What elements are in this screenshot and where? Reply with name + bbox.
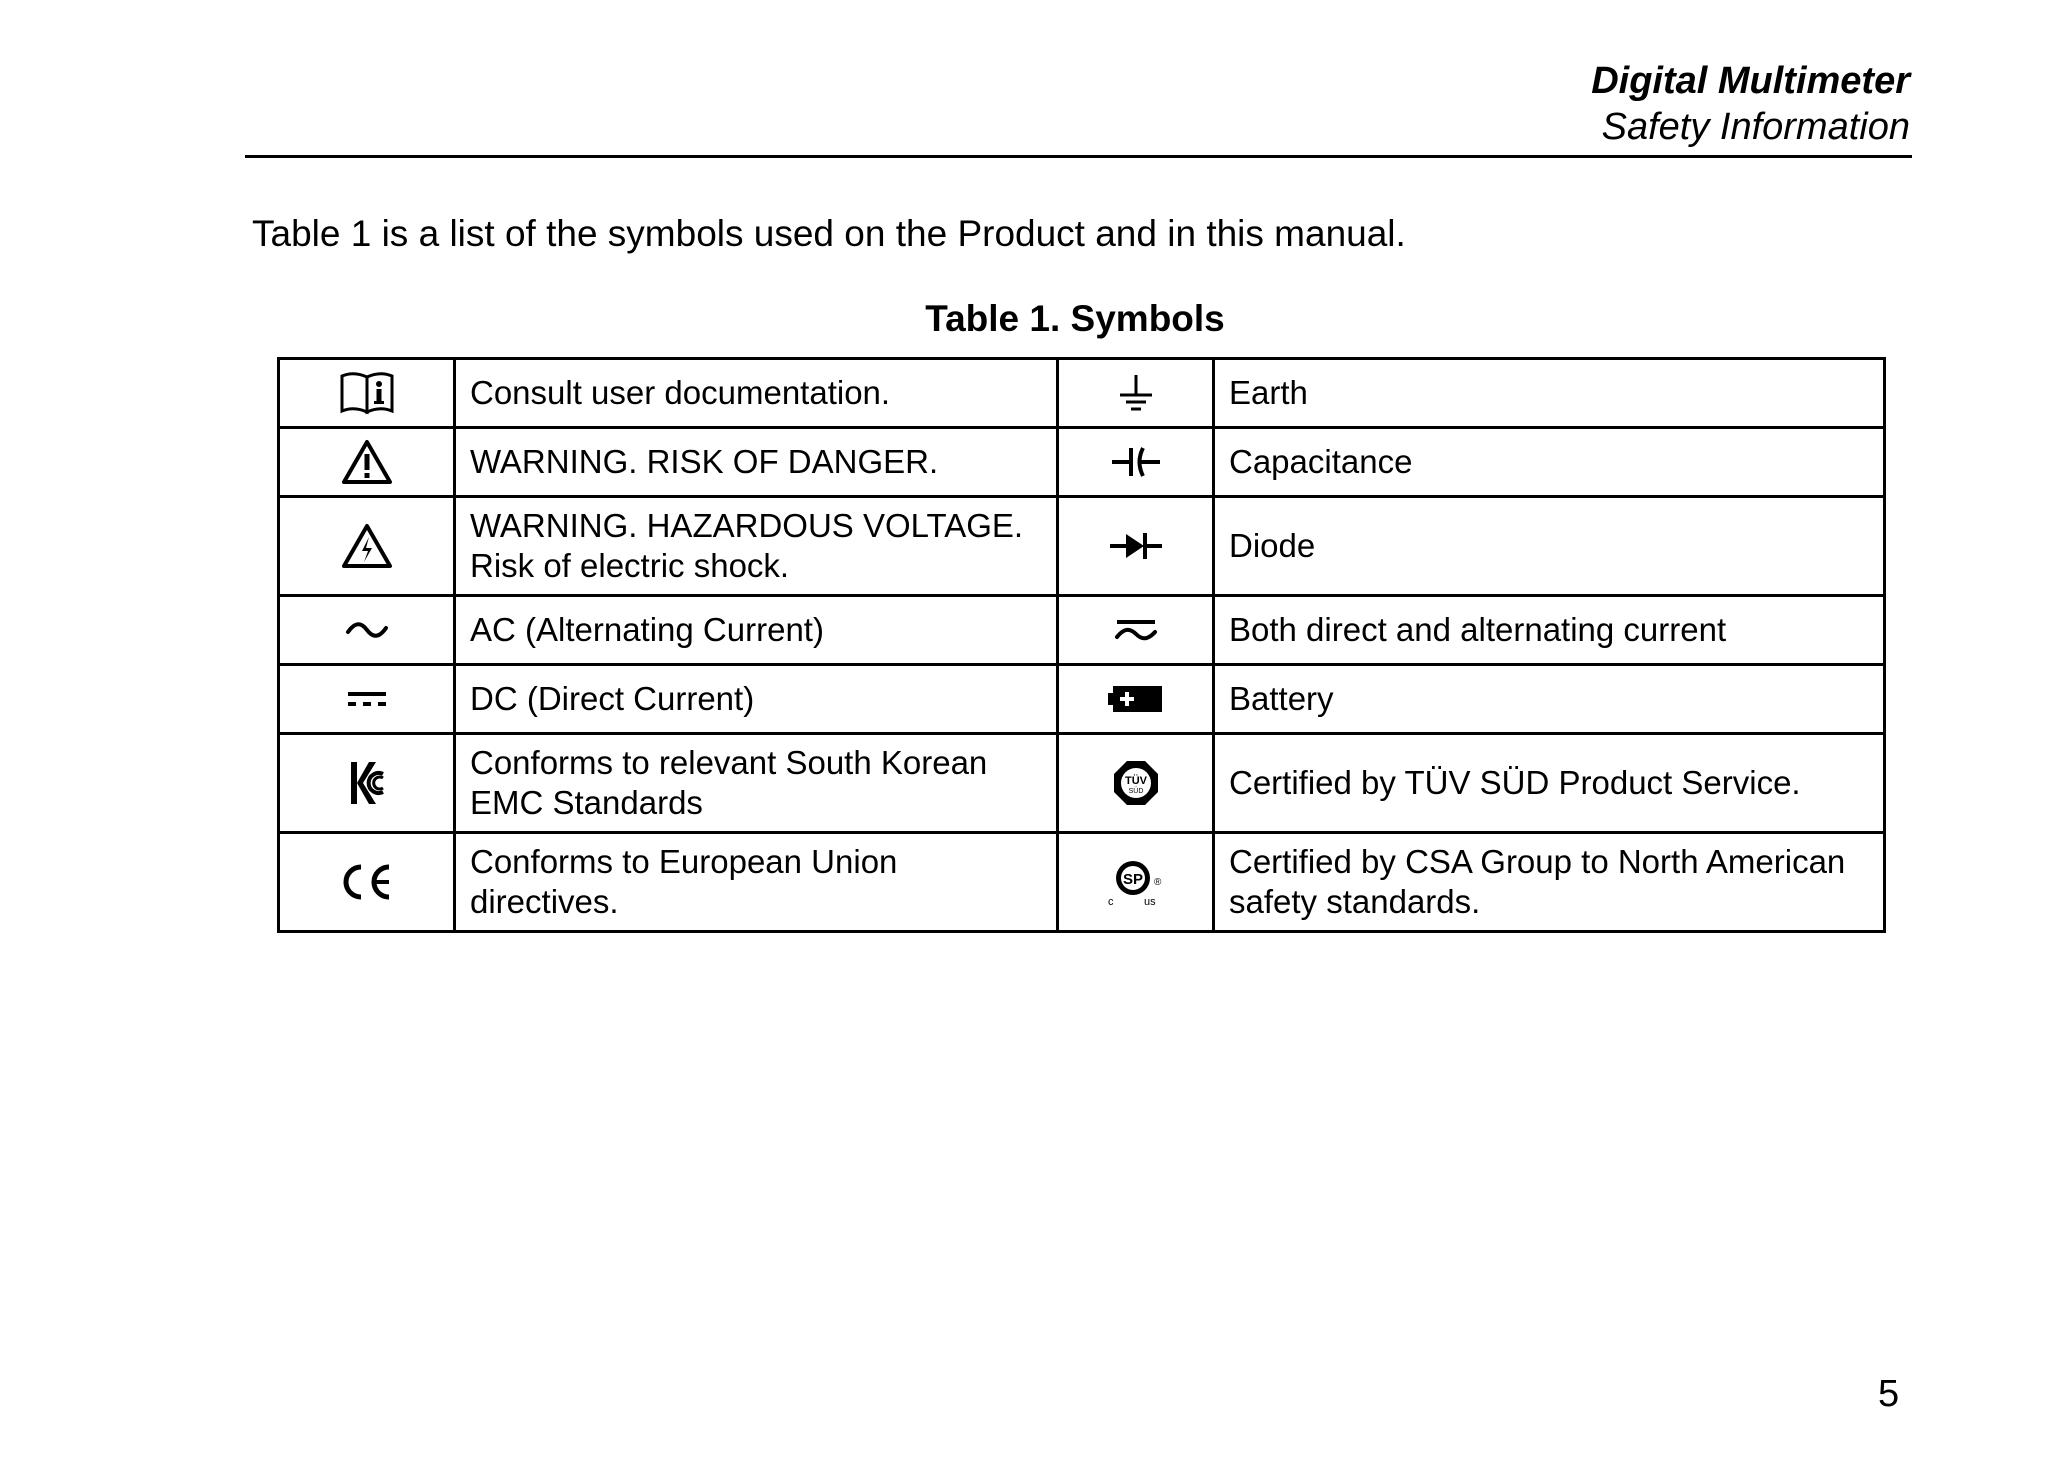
ce-mark-icon	[279, 833, 455, 932]
symbols-table	[277, 357, 1886, 933]
battery-icon	[1058, 665, 1214, 734]
table-row	[279, 596, 1885, 665]
dc-icon	[279, 665, 455, 734]
table-row	[279, 497, 1885, 596]
symbol-description: Certified by CSA Group to North American safety standards.	[1214, 833, 1885, 932]
ac-wave-icon	[279, 596, 455, 665]
csa-reg-label: ®	[1153, 877, 1161, 888]
symbol-description: Both direct and alternating current	[1214, 596, 1885, 665]
diode-icon	[1058, 497, 1214, 596]
symbol-description: Earth	[1214, 359, 1885, 428]
symbol-description: AC (Alternating Current)	[455, 596, 1058, 665]
table-row	[279, 359, 1885, 428]
symbol-description: Diode	[1214, 497, 1885, 596]
capacitor-icon	[1058, 428, 1214, 497]
tuv-bottom-label: SÜD	[1128, 788, 1143, 795]
tuv-sud-icon	[1058, 734, 1214, 833]
header-rule	[245, 155, 1912, 158]
ac-dc-icon	[1058, 596, 1214, 665]
table-row	[279, 665, 1885, 734]
symbol-description: Capacitance	[1214, 428, 1885, 497]
symbol-description: WARNING. RISK OF DANGER.	[455, 428, 1058, 497]
csa-us-label: us	[1143, 896, 1156, 908]
tuv-top-label: TÜV	[1124, 775, 1147, 787]
earth-ground-icon	[1058, 359, 1214, 428]
symbol-description: Conforms to European Union directives.	[455, 833, 1058, 932]
warning-triangle-icon	[279, 428, 455, 497]
running-header	[245, 58, 1910, 150]
csa-c-label: c	[1107, 896, 1113, 908]
symbol-description: Consult user documentation.	[455, 359, 1058, 428]
hazardous-voltage-icon	[279, 497, 455, 596]
csa-mark-icon	[1058, 833, 1214, 932]
table-caption: Table 1. Symbols	[925, 298, 1225, 339]
book-info-icon	[279, 359, 455, 428]
svg-text:SP: SP	[1122, 871, 1143, 888]
header-subtitle: Safety Information	[1601, 106, 1910, 148]
table-row	[279, 428, 1885, 497]
table-row	[279, 734, 1885, 833]
symbol-description: Battery	[1214, 665, 1885, 734]
page-number: 5	[1878, 1373, 1900, 1415]
symbol-description: DC (Direct Current)	[455, 665, 1058, 734]
symbol-description: Certified by TÜV SÜD Product Service.	[1214, 734, 1885, 833]
symbol-description: WARNING. HAZARDOUS VOLTAGE. Risk of electric shock.	[455, 497, 1058, 596]
header-title: Digital Multimeter	[1591, 60, 1910, 102]
kc-mark-icon	[279, 734, 455, 833]
table-row	[279, 833, 1885, 932]
symbol-description: Conforms to relevant South Korean EMC Standards	[455, 734, 1058, 833]
intro-paragraph: Table 1 is a list of the symbols used on the Product and in this manual.	[252, 213, 1406, 254]
